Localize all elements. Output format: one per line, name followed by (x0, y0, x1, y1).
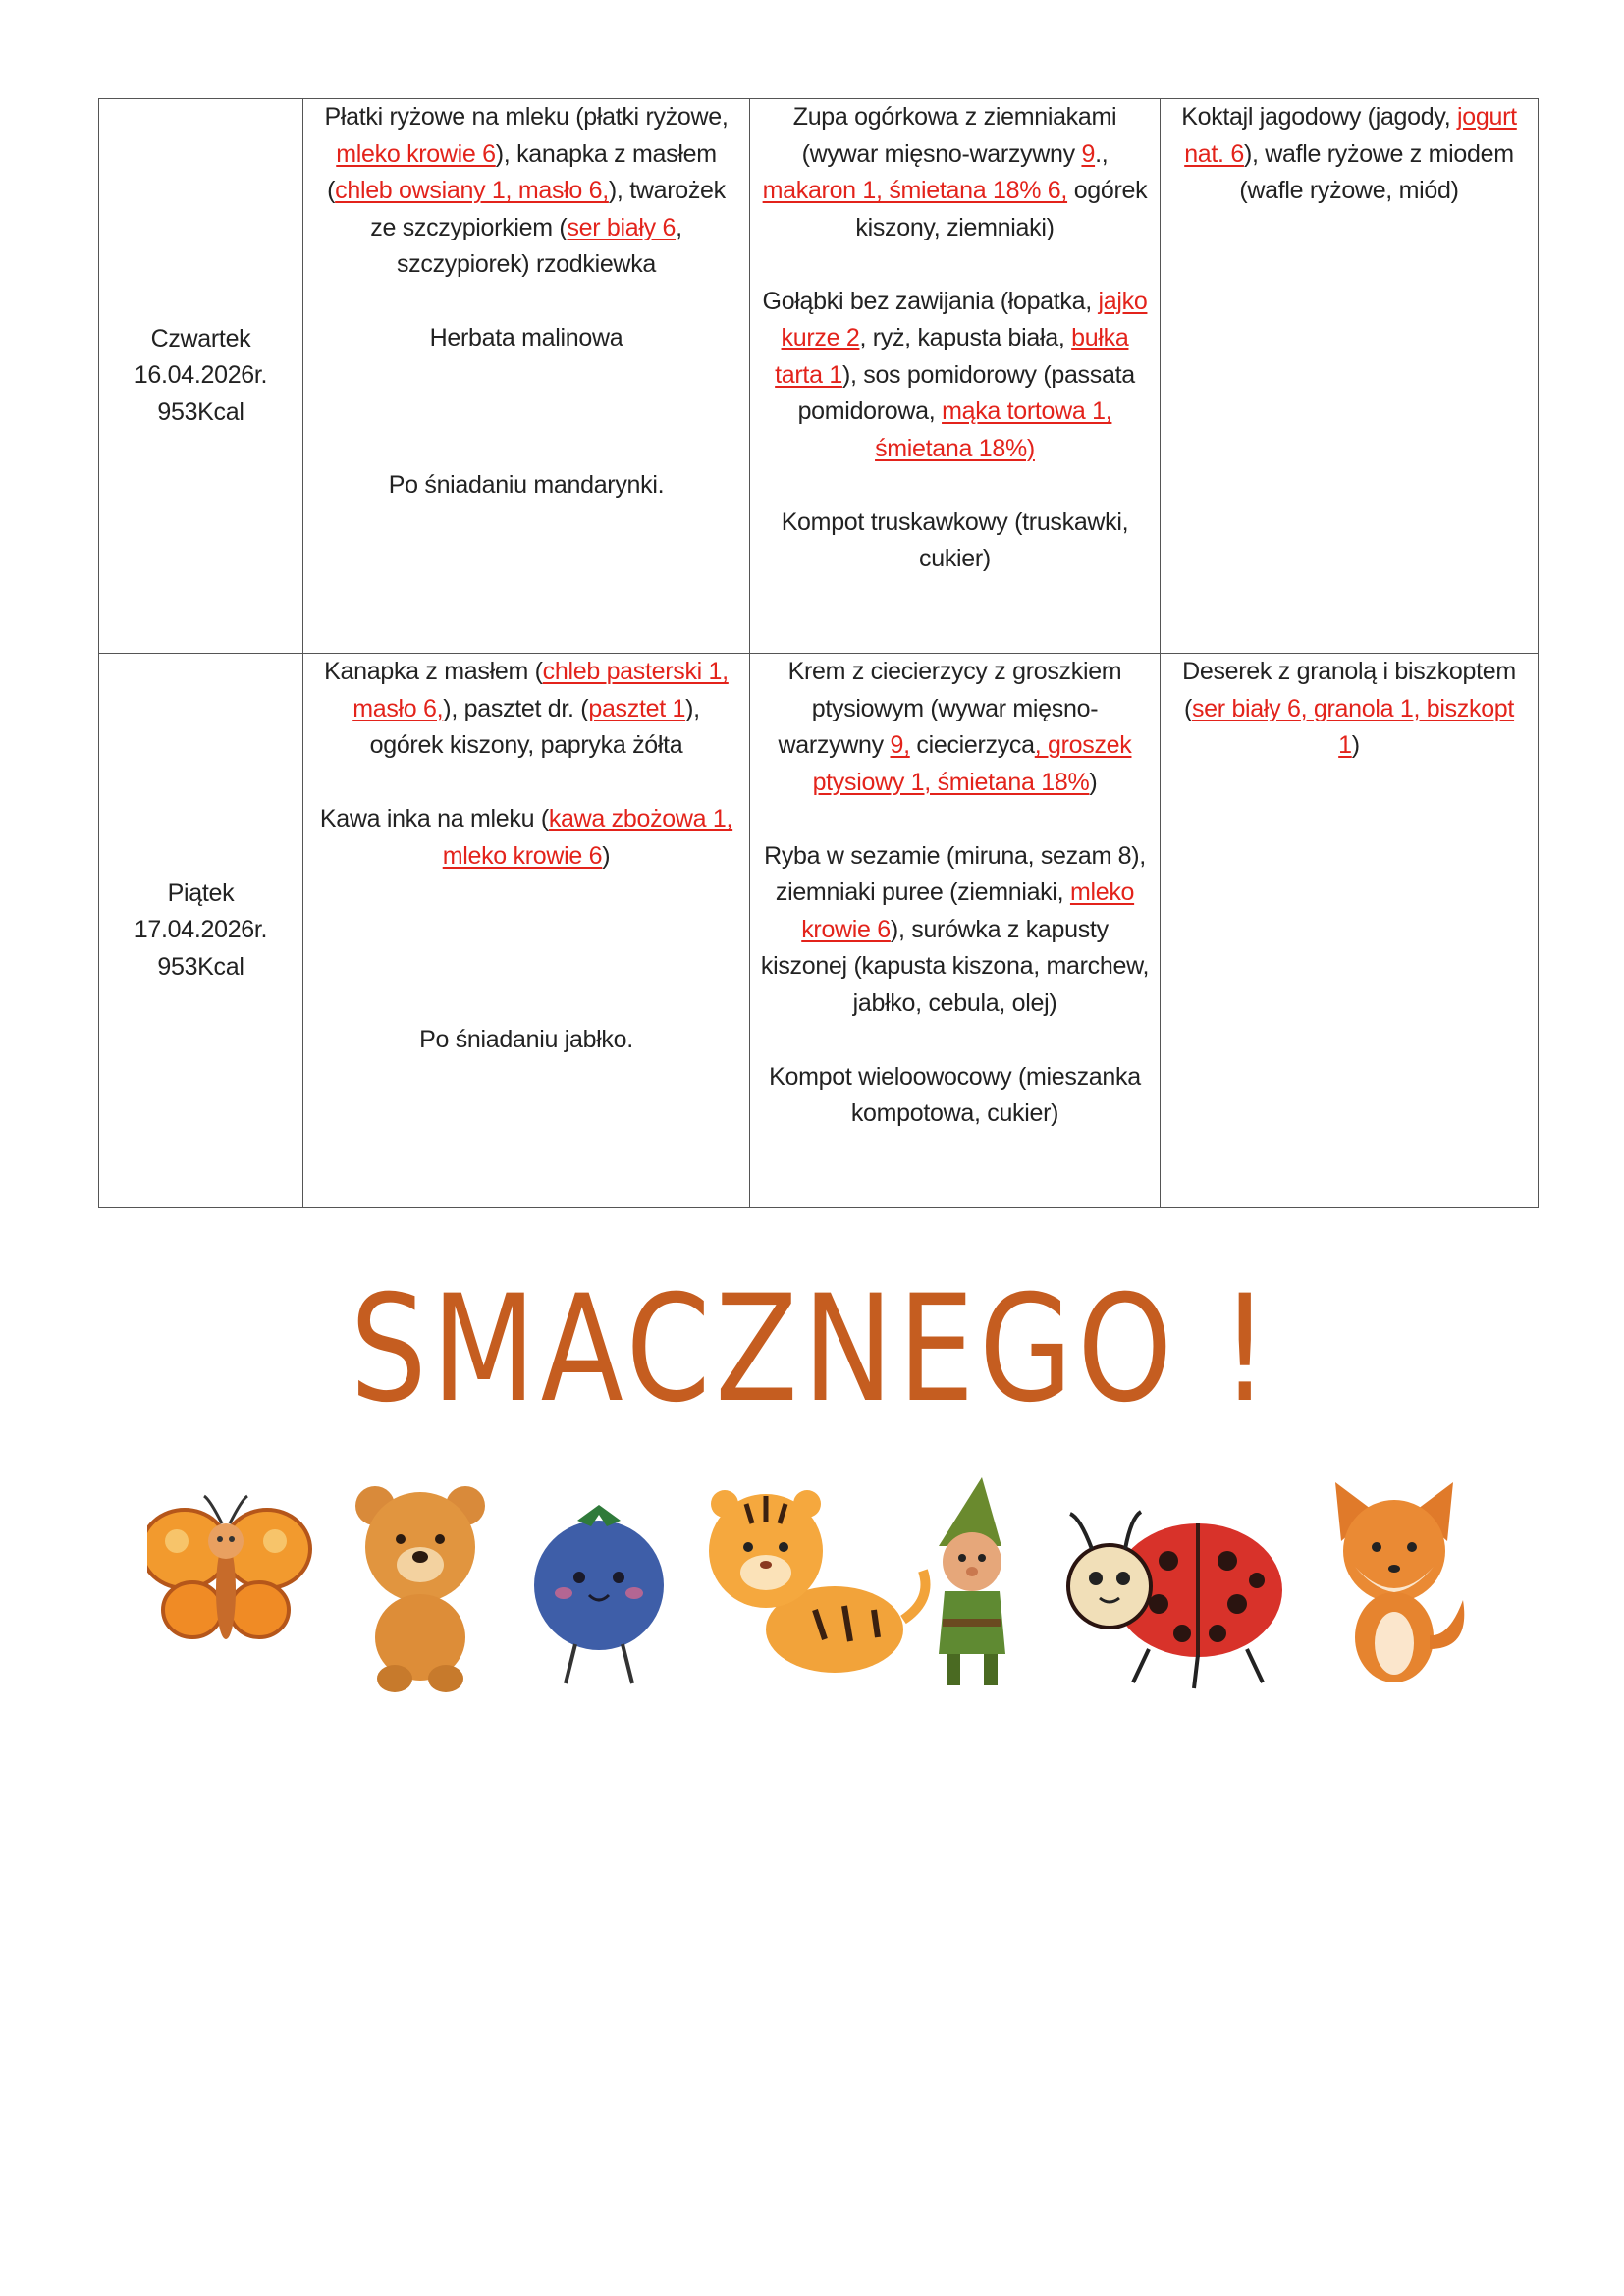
lunch-main (760, 284, 1150, 468)
text: ), kanapka z masłem ( (327, 139, 717, 204)
day-date: 17.04.2026r. (134, 916, 268, 944)
lunch-cell (750, 99, 1161, 654)
bear-icon (355, 1486, 485, 1692)
allergen: mleko krowie 6 (336, 139, 496, 168)
allergen: ser biały 6 (567, 213, 677, 241)
menu-table (98, 98, 1539, 1208)
snack-cell (1161, 99, 1539, 654)
breakfast-dish (313, 654, 739, 765)
day-name: Piątek (167, 879, 235, 907)
day-kcal: 953Kcal (157, 952, 244, 981)
lunch-main (760, 838, 1150, 1023)
breakfast-after: Po śniadaniu mandarynki. (388, 470, 665, 499)
allergen: , groszek ptysiowy 1, śmietana 18% (812, 731, 1132, 796)
text: Gołąbki bez zawijania (łopatka, (762, 287, 1099, 315)
breakfast-after: Po śniadaniu jabłko. (419, 1026, 633, 1053)
text: ) (1089, 768, 1098, 796)
text: Kawa inka na mleku ( (319, 805, 549, 832)
text: ) (1351, 731, 1360, 759)
snack-dish (1170, 99, 1528, 210)
day-kcal: 953Kcal (157, 398, 244, 426)
day-cell (99, 654, 303, 1208)
text: ), ogórek kiszony, papryka żółta (369, 694, 700, 759)
day-date: 16.04.2026r. (134, 361, 268, 390)
lunch-soup (760, 99, 1150, 246)
text: Kanapka z masłem ( (324, 658, 543, 685)
text: ), pasztet dr. ( (443, 694, 589, 722)
gnome-icon (939, 1477, 1005, 1685)
allergen: makaron 1, śmietana 18% 6, (762, 177, 1068, 204)
allergen: pasztet 1 (588, 694, 686, 722)
lunch-drink: Kompot wieloowocowy (mieszanka kompotowa, cukier) (769, 1062, 1141, 1127)
text: ), surówka z kapusty kiszonej (kapusta kiszona, marchew, jabłko, cebula, olej) (760, 915, 1150, 1017)
butterfly-icon (147, 1496, 310, 1639)
smacznego-title: SMACZNEGO ! (350, 1264, 1274, 1435)
menu-row-friday (99, 654, 1539, 1208)
tiger-icon (709, 1490, 926, 1673)
lunch-drink: Kompot truskawkowy (truskawki, cukier) (781, 507, 1129, 572)
breakfast-drink (313, 801, 739, 875)
allergen: chleb owsiany 1, masło 6, (335, 177, 609, 204)
text: ., (1095, 139, 1109, 168)
day-name: Czwartek (150, 324, 251, 352)
day-cell (99, 99, 303, 654)
breakfast-drink: Herbata malinowa (429, 324, 623, 351)
menu-row-thursday (99, 99, 1539, 654)
text: Krem z ciecierzycy z groszkiem ptysiowym (wywar mięsno-warzywny (778, 658, 1122, 759)
breakfast-cell (303, 99, 750, 654)
text: ogórek kiszony, ziemniaki) (855, 177, 1148, 241)
snack-dish (1170, 654, 1528, 765)
text: Zupa ogórkowa z ziemniakami (wywar mięsno-warzywny (792, 103, 1117, 168)
allergen: jogurt nat. 6 (1184, 103, 1517, 168)
allergen: 9, (890, 731, 910, 759)
allergen: mąka tortowa 1, śmietana 18%) (875, 398, 1112, 462)
text: Koktajl jagodowy (jagody, (1181, 103, 1458, 131)
allergen: 9 (1081, 139, 1096, 168)
text: ), sos pomidorowy (passata pomidorowa, (797, 360, 1135, 425)
blueberry-icon (534, 1505, 664, 1683)
breakfast-dish (313, 99, 739, 284)
text: , ryż, kapusta biała, (859, 324, 1072, 351)
breakfast-cell (303, 654, 750, 1208)
text: ), wafle ryżowe z miodem (wafle ryżowe, miód) (1239, 139, 1514, 204)
animal-illustration (147, 1472, 1483, 1698)
text: ciecierzyca (909, 731, 1035, 759)
allergen: bułka tarta 1 (775, 324, 1129, 389)
text: ), twarożek ze szczypiorkiem ( (370, 177, 726, 241)
text: ) (602, 841, 611, 870)
allergen: kawa zbożowa 1, mleko krowie 6 (442, 805, 733, 870)
allergen: jajko kurze 2 (781, 287, 1148, 351)
allergen: ser biały 6, granola 1, biszkopt 1 (1191, 694, 1515, 759)
text: Płatki ryżowe na mleku (płatki ryżowe, (324, 103, 729, 131)
lunch-soup (760, 654, 1150, 801)
allergen: chleb pasterski 1, masło 6, (352, 658, 729, 722)
snack-cell (1161, 654, 1539, 1208)
allergen: mleko krowie 6 (801, 879, 1135, 943)
fox-icon (1335, 1482, 1464, 1682)
text: Ryba w sezamie (miruna, sezam 8), ziemniaki puree (ziemniaki, (764, 841, 1146, 906)
ladybug-icon (1068, 1512, 1282, 1688)
text: , szczypiorek) rzodkiewka (396, 213, 682, 278)
lunch-cell (750, 654, 1161, 1208)
text: Deserek z granolą i biszkoptem ( (1182, 658, 1516, 722)
